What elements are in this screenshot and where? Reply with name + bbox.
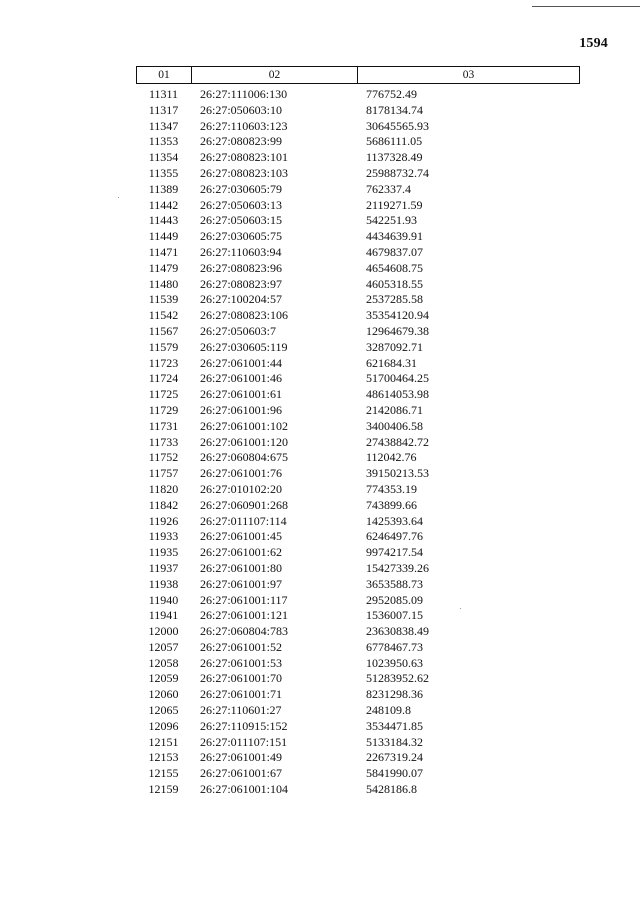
table-cell-03: 9974217.54 — [366, 545, 423, 560]
table-cell-02: 26:27:061001:117 — [200, 592, 288, 607]
table-cell-02: 26:27:011107:151 — [200, 734, 288, 749]
table-cell-03: 743899.66 — [366, 497, 417, 512]
table-row — [136, 324, 580, 340]
table-cell-02: 26:27:061001:67 — [200, 766, 283, 781]
table-cell-02: 26:27:061001:44 — [200, 355, 283, 370]
table-row — [136, 87, 580, 103]
table-cell-03: 2267319.24 — [366, 750, 423, 765]
table-cell-03: 542251.93 — [366, 213, 417, 228]
table-cell-02: 26:27:110603:94 — [200, 244, 282, 259]
table-row — [136, 735, 580, 751]
table-row — [136, 261, 580, 277]
table-row — [136, 103, 580, 119]
table-cell-02: 26:27:030605:79 — [200, 181, 283, 196]
table-cell-03: 2952085.09 — [366, 592, 423, 607]
table-cell-03: 1137328.49 — [366, 150, 423, 165]
table-cell-02: 26:27:061001:71 — [200, 687, 283, 702]
table-cell-01: 12060 — [148, 687, 179, 702]
page-number: 1594 — [579, 36, 608, 51]
table-cell-02: 26:27:110601:27 — [200, 703, 282, 718]
table-cell-01: 12065 — [148, 703, 179, 718]
table-cell-03: 2119271.59 — [366, 197, 423, 212]
table-cell-03: 2537285.58 — [366, 292, 423, 307]
table-row — [136, 529, 580, 545]
table-cell-03: 51283952.62 — [366, 671, 429, 686]
table-cell-02: 26:27:050603:13 — [200, 197, 283, 212]
table-row — [136, 545, 580, 561]
table-row — [136, 371, 580, 387]
table-cell-03: 621684.31 — [366, 355, 417, 370]
table-row — [136, 435, 580, 451]
table-cell-01: 11941 — [148, 608, 179, 623]
table-cell-01: 11442 — [148, 197, 179, 212]
scan-speck — [460, 608, 461, 609]
table-cell-02: 26:27:100204:57 — [200, 292, 283, 307]
table-cell-03: 5133184.32 — [366, 734, 423, 749]
table-row — [136, 719, 580, 735]
table-cell-03: 48614053.98 — [366, 387, 429, 402]
table-cell-01: 11311 — [148, 87, 179, 101]
table-cell-01: 11539 — [148, 292, 179, 307]
table-cell-03: 5686111.05 — [366, 134, 423, 149]
table-cell-01: 12058 — [148, 655, 179, 670]
table-cell-02: 26:27:080823:106 — [200, 308, 289, 323]
table-cell-01: 12000 — [148, 624, 179, 639]
table-cell-03: 8178134.74 — [366, 102, 423, 117]
table-cell-01: 11480 — [148, 276, 179, 291]
table-row — [136, 640, 580, 656]
table-cell-02: 26:27:080823:97 — [200, 276, 283, 291]
table-cell-03: 39150213.53 — [366, 466, 429, 481]
table-row — [136, 387, 580, 403]
table-cell-03: 8231298.36 — [366, 687, 423, 702]
table-cell-02: 26:27:060804:675 — [200, 450, 289, 465]
table-cell-01: 11443 — [148, 213, 179, 228]
table-cell-03: 5841990.07 — [366, 766, 423, 781]
table-cell-02: 26:27:110915:152 — [200, 718, 288, 733]
table-row — [136, 166, 580, 182]
table-cell-01: 11940 — [148, 592, 179, 607]
table-cell-02: 26:27:061001:121 — [200, 608, 289, 623]
table-cell-01: 11725 — [148, 387, 179, 402]
table-cell-03: 25988732.74 — [366, 165, 429, 180]
table-cell-02: 26:27:060901:268 — [200, 497, 289, 512]
table-cell-02: 26:27:050603:10 — [200, 102, 283, 117]
table-cell-03: 4605318.55 — [366, 276, 423, 291]
table-cell-02: 26:27:061001:120 — [200, 434, 289, 449]
table-cell-02: 26:27:061001:96 — [200, 402, 283, 417]
table-cell-03: 762337.4 — [366, 181, 411, 196]
table-row — [136, 403, 580, 419]
table-row — [136, 766, 580, 782]
table-cell-01: 11731 — [148, 418, 179, 433]
table-cell-01: 11471 — [148, 244, 179, 259]
table-cell-01: 11354 — [148, 150, 179, 165]
table-row — [136, 198, 580, 214]
table-cell-01: 11757 — [148, 466, 179, 481]
table-cell-03: 1023950.63 — [366, 655, 423, 670]
table-row — [136, 308, 580, 324]
table-cell-03: 4434639.91 — [366, 229, 423, 244]
table-row — [136, 750, 580, 766]
table-cell-03: 248109.8 — [366, 703, 411, 718]
table-cell-02: 26:27:061001:46 — [200, 371, 283, 386]
table-cell-01: 12159 — [148, 782, 179, 797]
table-cell-02: 26:27:110603:123 — [200, 118, 288, 133]
table-row — [136, 624, 580, 640]
table-cell-02: 26:27:061001:76 — [200, 466, 283, 481]
table-row — [136, 656, 580, 672]
top-rule — [532, 6, 640, 7]
table-cell-01: 11579 — [148, 339, 179, 354]
table-cell-03: 774353.19 — [366, 481, 417, 496]
table-cell-02: 26:27:060804:783 — [200, 624, 289, 639]
table-cell-03: 5428186.8 — [366, 782, 417, 797]
table-row — [136, 450, 580, 466]
table-cell-02: 26:27:061001:80 — [200, 560, 283, 575]
table-cell-03: 6246497.76 — [366, 529, 423, 544]
table-cell-01: 12057 — [148, 639, 179, 654]
table-cell-02: 26:27:050603:7 — [200, 323, 277, 338]
table-cell-02: 26:27:061001:102 — [200, 418, 289, 433]
table-cell-02: 26:27:080823:101 — [200, 150, 289, 165]
table-cell-01: 12151 — [148, 734, 179, 749]
table-cell-03: 23630838.49 — [366, 624, 429, 639]
table-row — [136, 150, 580, 166]
table-row — [136, 703, 580, 719]
table-cell-01: 12059 — [148, 671, 179, 686]
table-row — [136, 134, 580, 150]
table-cell-02: 26:27:061001:53 — [200, 655, 283, 670]
table-header — [136, 66, 580, 84]
table-row — [136, 514, 580, 530]
table-cell-01: 11933 — [148, 529, 179, 544]
table-cell-01: 11347 — [148, 118, 179, 133]
table-cell-01: 11938 — [148, 576, 179, 591]
table-row — [136, 498, 580, 514]
table-cell-02: 26:27:061001:97 — [200, 576, 283, 591]
table-row — [136, 182, 580, 198]
table-row — [136, 292, 580, 308]
table-cell-03: 6778467.73 — [366, 639, 423, 654]
table-cell-03: 51700464.25 — [366, 371, 429, 386]
table-cell-03: 27438842.72 — [366, 434, 429, 449]
table-cell-03: 2142086.71 — [366, 402, 423, 417]
table-cell-02: 26:27:061001:52 — [200, 639, 283, 654]
table-cell-03: 3287092.71 — [366, 339, 423, 354]
table-cell-03: 12964679.38 — [366, 323, 429, 338]
table-cell-01: 11842 — [148, 497, 179, 512]
table-row — [136, 277, 580, 293]
table-cell-02: 26:27:080823:99 — [200, 134, 283, 149]
table-cell-03: 3653588.73 — [366, 576, 423, 591]
table-cell-02: 26:27:111006:130 — [200, 87, 288, 101]
table-cell-02: 26:27:061001:62 — [200, 545, 283, 560]
table-row — [136, 482, 580, 498]
table-cell-03: 1536007.15 — [366, 608, 423, 623]
table-row — [136, 671, 580, 687]
table-cell-01: 11926 — [148, 513, 179, 528]
table-cell-02: 26:27:030605:119 — [200, 339, 288, 354]
table-cell-01: 11355 — [148, 165, 179, 180]
table-row — [136, 687, 580, 703]
table-row — [136, 229, 580, 245]
table-cell-02: 26:27:080823:103 — [200, 165, 289, 180]
table-cell-02: 26:27:061001:61 — [200, 387, 283, 402]
table-cell-03: 3400406.58 — [366, 418, 423, 433]
table-cell-01: 11937 — [148, 560, 179, 575]
table-cell-03: 15427339.26 — [366, 560, 429, 575]
table-cell-03: 4679837.07 — [366, 244, 423, 259]
table-cell-02: 26:27:061001:70 — [200, 671, 283, 686]
table-cell-01: 11724 — [148, 371, 179, 386]
table-cell-01: 11733 — [148, 434, 179, 449]
table-row — [136, 593, 580, 609]
table-cell-02: 26:27:011107:114 — [200, 513, 287, 528]
table-cell-03: 35354120.94 — [366, 308, 429, 323]
table-cell-01: 12096 — [148, 718, 179, 733]
table-cell-01: 11389 — [148, 181, 179, 196]
column-header-01: 01 — [137, 67, 192, 83]
table-cell-02: 26:27:061001:49 — [200, 750, 283, 765]
table-row — [136, 213, 580, 229]
table-cell-02: 26:27:080823:96 — [200, 260, 283, 275]
table-row — [136, 245, 580, 261]
table-cell-03: 3534471.85 — [366, 718, 423, 733]
table-cell-03: 1425393.64 — [366, 513, 423, 528]
table-cell-02: 26:27:010102:20 — [200, 481, 283, 496]
table-cell-01: 11567 — [148, 323, 179, 338]
table-cell-01: 12153 — [148, 750, 179, 765]
table-cell-01: 11723 — [148, 355, 179, 370]
table-row — [136, 608, 580, 624]
table-cell-01: 11820 — [148, 481, 179, 496]
table-cell-01: 11752 — [148, 450, 179, 465]
table-row — [136, 466, 580, 482]
table-cell-02: 26:27:061001:104 — [200, 782, 289, 797]
table-cell-03: 4654608.75 — [366, 260, 423, 275]
table-cell-01: 11317 — [148, 102, 179, 117]
table-body — [136, 87, 580, 798]
table-cell-03: 30645565.93 — [366, 118, 429, 133]
table-cell-03: 776752.49 — [366, 87, 417, 101]
table-cell-01: 12155 — [148, 766, 179, 781]
table-cell-01: 11353 — [148, 134, 179, 149]
table-cell-01: 11935 — [148, 545, 179, 560]
table-cell-01: 11729 — [148, 402, 179, 417]
table-row — [136, 119, 580, 135]
table-cell-02: 26:27:050603:15 — [200, 213, 283, 228]
table-row — [136, 356, 580, 372]
table-row — [136, 561, 580, 577]
table-cell-01: 11479 — [148, 260, 179, 275]
column-header-03: 03 — [462, 69, 475, 81]
table-cell-01: 11449 — [148, 229, 179, 244]
column-header-02: 02 — [192, 67, 358, 83]
table-row — [136, 782, 580, 798]
table-cell-02: 26:27:061001:45 — [200, 529, 283, 544]
table-cell-03: 112042.76 — [366, 450, 417, 465]
table-row — [136, 577, 580, 593]
scan-speck — [118, 197, 119, 198]
table-cell-01: 11542 — [148, 308, 179, 323]
table-row — [136, 340, 580, 356]
table-row — [136, 419, 580, 435]
table-cell-02: 26:27:030605:75 — [200, 229, 283, 244]
